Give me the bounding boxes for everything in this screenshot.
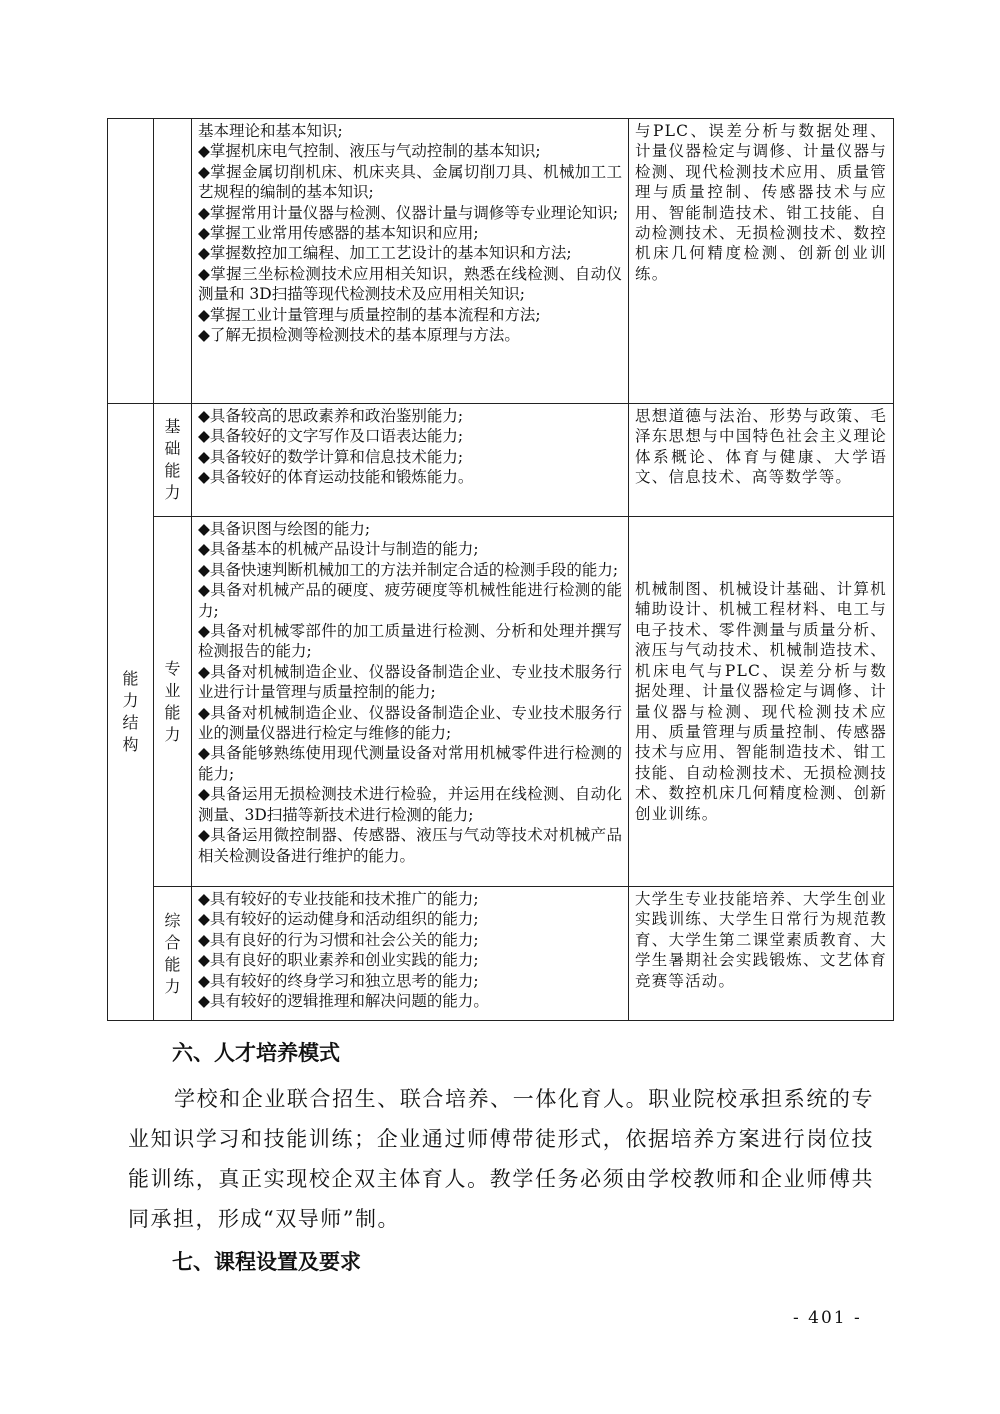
items-cell bbox=[192, 119, 629, 404]
body-paragraph: 学校和企业联合招生、联合培养、一体化育人。职业院校承担系统的专业知识学习和技能训练；企业通过师傅带徒形式，依据培养方案进行岗位技能训练，真正实现校企双主体育人。教学任务必须由学校教师和企业师傅共同承担，形成“双导师”制。 bbox=[128, 1087, 874, 1231]
list-item: ◆了解无损检测等检测技术的基本原理与方法。 bbox=[198, 326, 520, 345]
sub-category-cell bbox=[154, 517, 192, 887]
sub-cell-empty bbox=[154, 119, 192, 404]
list-item: ◆具备运用微控制器、传感器、液压与气动等技术对机械产品相关检测设备进行维护的能力。 bbox=[198, 826, 622, 865]
list-item: ◆具备能够熟练使用现代测量设备对常用机械零件进行检测的能力; bbox=[198, 744, 622, 783]
list-item: ◆具备运用无损检测技术进行检验，并运用在线检测、自动化测量、3D扫描等新技术进行检测的能力; bbox=[198, 785, 622, 824]
items-cell bbox=[192, 517, 629, 887]
list-item: ◆具备较好的文字写作及口语表达能力; bbox=[198, 427, 464, 446]
list-item: ◆掌握数控加工编程、加工工艺设计的基本知识和方法; bbox=[198, 244, 572, 263]
courses-cell: 思想道德与法治、形势与政策、毛泽东思想与中国特色社会主义理论体系概论、体育与健康、大学语文、信息技术、高等数学等。 bbox=[629, 404, 894, 517]
table-row bbox=[108, 517, 894, 887]
list-item: ◆具备对机械零部件的加工质量进行检测、分析和处理并撰写检测报告的能力; bbox=[198, 622, 622, 661]
list-item: ◆具备基本的机械产品设计与制造的能力; bbox=[198, 540, 479, 559]
sub-category-cell bbox=[154, 887, 192, 1021]
section-heading: 七、课程设置及要求 bbox=[172, 1250, 361, 1274]
list-item: ◆具备快速判断机械加工的方法并制定合适的检测手段的能力; bbox=[198, 560, 619, 579]
list-item: 基本理论和基本知识; bbox=[198, 122, 343, 140]
section-heading: 六、人才培养模式 bbox=[172, 1041, 340, 1065]
courses-cell: 机械制图、机械设计基础、计算机辅助设计、机械工程材料、电工与电子技术、零件测量与质量分析、液压与气动技术、机械制造技术、机床电气与PLC、误差分析与数据处理、计量仪器检定与调修、计量仪器与检测、现代检测技术应用、质量管理与质量控制、传感器技术与应用、智能制造技术、钳工技能、自动检测技术、无损检测技术、数控机床几何精度检测、创新创业训练。 bbox=[629, 517, 894, 887]
curriculum-table bbox=[107, 118, 894, 1021]
list-item: ◆掌握金属切削机床、机床夹具、金属切削刀具、机械加工工艺规程的编制的基本知识; bbox=[198, 162, 622, 202]
page-number: - 401 - bbox=[793, 1308, 862, 1328]
list-item: ◆具备对机械产品的硬度、疲劳硬度等机械性能进行检测的能力; bbox=[198, 581, 622, 620]
sub-category-label: 基础能力 bbox=[164, 417, 181, 502]
sub-category-label: 专业能力 bbox=[164, 658, 181, 744]
courses-cell: 大学生专业技能培养、大学生创业实践训练、大学生日常行为规范教育、大学生第二课堂素质教育、大学生暑期社会实践锻炼、文艺体育竞赛等活动。 bbox=[629, 887, 894, 1021]
list-item: ◆具有较好的专业技能和技术推广的能力; bbox=[198, 890, 479, 908]
list-item: ◆具备较高的思政素养和政治鉴别能力; bbox=[198, 407, 464, 425]
list-item: ◆具有良好的职业素养和创业实践的能力; bbox=[198, 951, 479, 970]
category-label: 能力结构 bbox=[122, 669, 139, 754]
category-cell bbox=[108, 404, 154, 1021]
list-item: ◆具备较好的数学计算和信息技术能力; bbox=[198, 447, 464, 466]
list-item: ◆具有良好的行为习惯和社会公关的能力; bbox=[198, 930, 479, 949]
list-item: ◆掌握三坐标检测技术应用相关知识，熟悉在线检测、自动仪测量和 3D扫描等现代检测技术及应用相关知识; bbox=[198, 264, 622, 304]
category-cell-empty bbox=[108, 119, 154, 404]
courses-cell: 与PLC、误差分析与数据处理、计量仪器检定与调修、计量仪器与检测、现代检测技术应用、质量管理与质量控制、传感器技术与应用、智能制造技术、钳工技能、自动检测技术、无损检测技术、数控机床几何精度检测、创新创业训练。 bbox=[629, 119, 894, 404]
items-cell bbox=[192, 404, 629, 517]
list-item: ◆掌握常用计量仪器与检测、仪器计量与调修等专业理论知识; bbox=[198, 203, 619, 222]
table-row bbox=[108, 404, 894, 517]
sub-category-cell bbox=[154, 404, 192, 517]
list-item: ◆具备识图与绘图的能力; bbox=[198, 520, 371, 538]
list-item: ◆具有较好的逻辑推理和解决问题的能力。 bbox=[198, 992, 489, 1011]
list-item: ◆具备对机械制造企业、仪器设备制造企业、专业技术服务行业进行计量管理与质量控制的能力; bbox=[198, 662, 622, 702]
items-cell bbox=[192, 887, 629, 1021]
list-item: ◆具备较好的体育运动技能和锻炼能力。 bbox=[198, 468, 474, 487]
sub-category-label: 综合能力 bbox=[164, 910, 181, 996]
list-item: ◆具有较好的运动健身和活动组织的能力; bbox=[198, 910, 479, 929]
list-item: ◆具有较好的终身学习和独立思考的能力; bbox=[198, 971, 479, 990]
list-item: ◆掌握机床电气控制、液压与气动控制的基本知识; bbox=[198, 142, 541, 161]
list-item: ◆掌握工业常用传感器的基本知识和应用; bbox=[198, 224, 479, 243]
table-row bbox=[108, 119, 894, 404]
table-row bbox=[108, 887, 894, 1021]
list-item: ◆掌握工业计量管理与质量控制的基本流程和方法; bbox=[198, 305, 541, 324]
list-item: ◆具备对机械制造企业、仪器设备制造企业、专业技术服务行业的测量仪器进行检定与维修的能力; bbox=[198, 703, 622, 743]
